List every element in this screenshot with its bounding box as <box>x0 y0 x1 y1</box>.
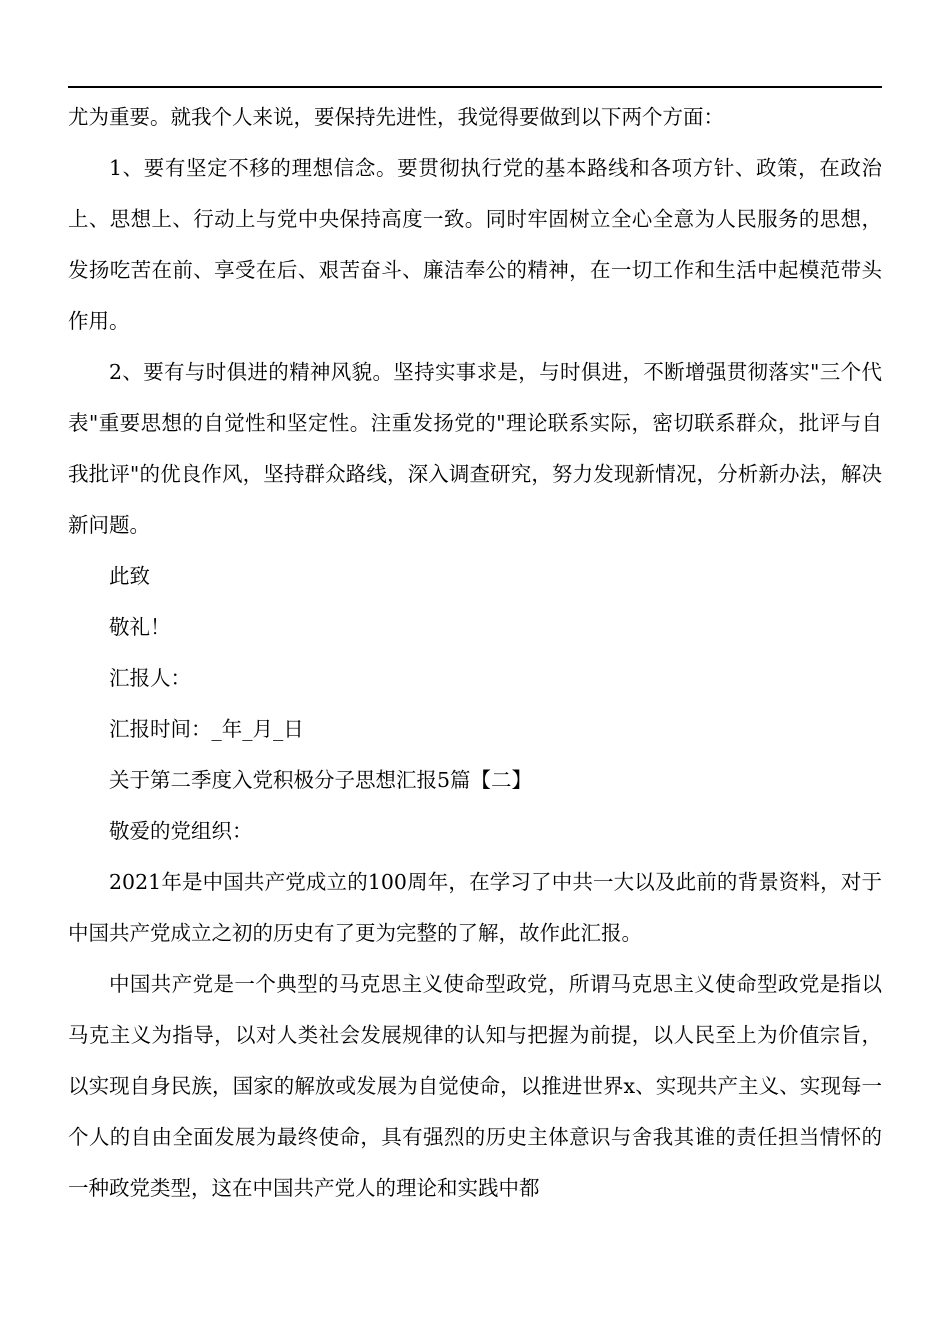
paragraph-continuation: 尤为重要。就我个人来说，要保持先进性，我觉得要做到以下两个方面： <box>68 105 724 129</box>
paragraph-intro: 2021年是中国共产党成立的100周年，在学习了中共一大以及此前的背景资料，对于中国共产党成立之初的历史有了更为完整的了解，故作此汇报。 <box>68 870 882 945</box>
greeting: 敬爱的党组织： <box>109 819 253 843</box>
report-date-field: 汇报时间：_年_月_日 <box>109 717 304 741</box>
paragraph-body: 中国共产党是一个典型的马克思主义使命型政党，所谓马克思主义使命型政党是指以马克主义为指导，以对人类社会发展规律的认知与把握为前提，以人民至上为价值宗旨，以实现自身民族，国家的解放或发展为自觉使命，以推进世界x、实现共产主义、实现每一个人的自由全面发展为最终使命，具有强烈的历史主体意识与舍我其谁的责任担当情怀的一种政党类型，这在中国共产党人的理论和实践中都 <box>68 972 882 1200</box>
paragraph-point-1: 1、要有坚定不移的理想信念。要贯彻执行党的基本路线和各项方针、政策，在政治上、思想上、行动上与党中央保持高度一致。同时牢固树立全心全意为人民服务的思想，发扬吃苦在前、享受在后、艰苦奋斗、廉洁奉公的精神，在一切工作和生活中起模范带头作用。 <box>68 156 882 333</box>
closing-regards: 敬礼！ <box>109 615 171 639</box>
header-rule <box>68 86 882 88</box>
paragraph-point-2: 2、要有与时俱进的精神风貌。坚持实事求是，与时俱进，不断增强贯彻落实"三个代表"重要思想的自觉性和坚定性。注重发扬党的"理论联系实际，密切联系群众，批评与自我批评"的优良作风，坚持群众路线，深入调查研究，努力发现新情况，分析新办法，解决新问题。 <box>68 360 882 537</box>
reporter-field: 汇报人： <box>109 666 191 690</box>
section-title: 关于第二季度入党积极分子思想汇报5篇【二】 <box>109 768 533 792</box>
document-body <box>68 92 882 1214</box>
closing-salutation: 此致 <box>109 564 150 588</box>
